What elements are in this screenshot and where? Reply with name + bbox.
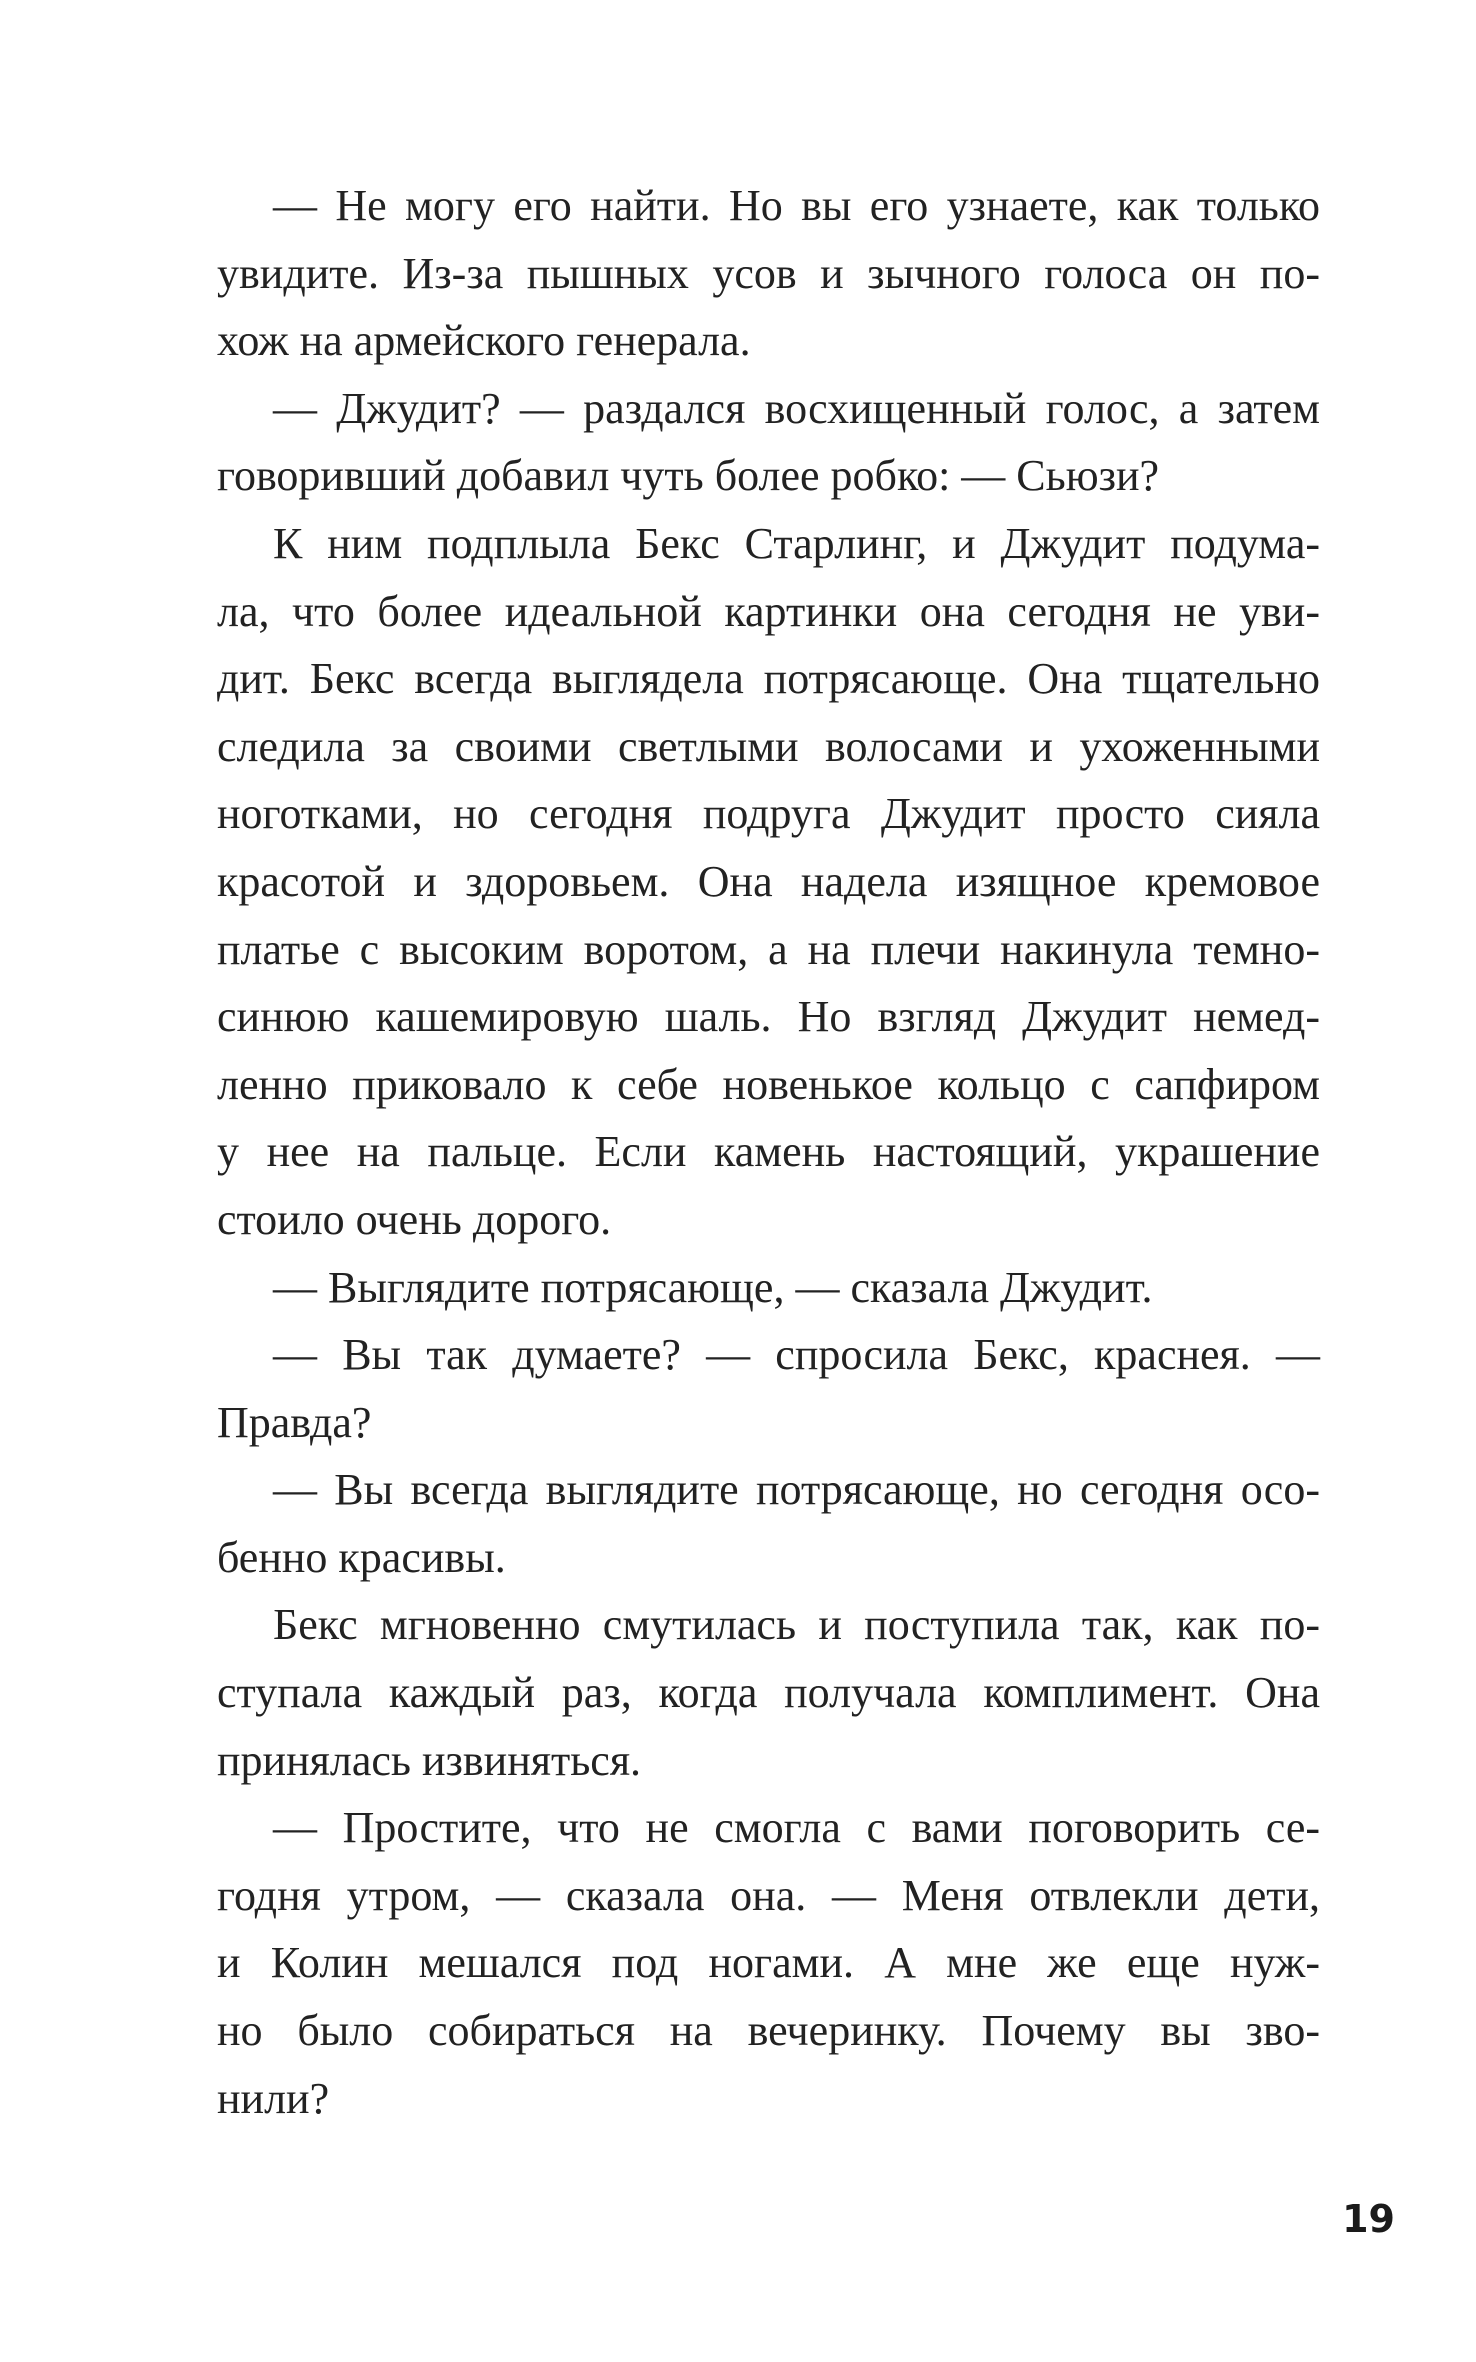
text-line: К ним подплыла Бекс Старлинг, и Джудит подума-	[273, 518, 1320, 568]
paragraph	[217, 172, 1320, 375]
text-line: платье с высоким воротом, а на плечи накинула темно-	[217, 924, 1320, 974]
paragraph	[217, 1794, 1320, 2132]
text-line: синюю кашемировую шаль. Но взгляд Джудит немед-	[217, 992, 1320, 1042]
text-line: говоривший добавил чуть более робко: — Сьюзи?	[217, 451, 1160, 501]
text-line: ленно приковало к себе новенькое кольцо с сапфиром	[217, 1059, 1320, 1109]
text-line: ла, что более идеальной картинки она сегодня не уви-	[217, 586, 1320, 636]
text-line: ноготками, но сегодня подруга Джудит просто сияла	[217, 789, 1320, 839]
paragraph	[217, 1254, 1320, 1322]
text-line: — Вы так думаете? — спросила Бекс, краснея. —	[273, 1330, 1320, 1380]
text-line: Правда?	[217, 1397, 372, 1447]
text-line: красотой и здоровьем. Она надела изящное кремовое	[217, 856, 1320, 906]
text-line: бенно красивы.	[217, 1532, 506, 1582]
paragraph	[217, 1456, 1320, 1591]
text-line: — Простите, что не смогла с вами поговорить се-	[273, 1803, 1320, 1853]
text-line: следила за своими светлыми волосами и ухоженными	[217, 721, 1320, 771]
text-line: нили?	[217, 2073, 330, 2123]
text-line: стоило очень дорого.	[217, 1194, 612, 1244]
paragraph	[217, 1321, 1320, 1456]
paragraph	[217, 510, 1320, 1254]
text-line: годня утром, — сказала она. — Меня отвлекли дети,	[217, 1870, 1320, 1920]
text-line: хож на армейского генерала.	[217, 316, 751, 366]
text-line: принялась извиняться.	[217, 1735, 642, 1785]
text-line: у нее на пальце. Если камень настоящий, украшение	[217, 1127, 1320, 1177]
text-line: дит. Бекс всегда выглядела потрясающе. Она тщательно	[217, 654, 1320, 704]
text-line: — Джудит? — раздался восхищенный голос, а затем	[273, 383, 1320, 433]
text-line: — Не могу его найти. Но вы его узнаете, как только	[273, 181, 1320, 230]
paragraph	[217, 375, 1320, 510]
text-line: ступала каждый раз, когда получала комплимент. Она	[217, 1668, 1320, 1718]
text-line: — Выглядите потрясающе, — сказала Джудит.	[273, 1262, 1153, 1312]
page-number: 19	[1342, 2197, 1395, 2241]
text-line: увидите. Из-за пышных усов и зычного голоса он по-	[217, 248, 1320, 298]
text-line: — Вы всегда выглядите потрясающе, но сегодня осо-	[273, 1465, 1320, 1515]
text-line: Бекс мгновенно смутилась и поступила так, как по-	[273, 1600, 1320, 1650]
body-text	[217, 172, 1320, 2132]
text-line: но было собираться на вечеринку. Почему вы зво-	[217, 2006, 1320, 2056]
paragraph	[217, 1591, 1320, 1794]
text-line: и Колин мешался под ногами. А мне же еще нуж-	[217, 1938, 1320, 1988]
